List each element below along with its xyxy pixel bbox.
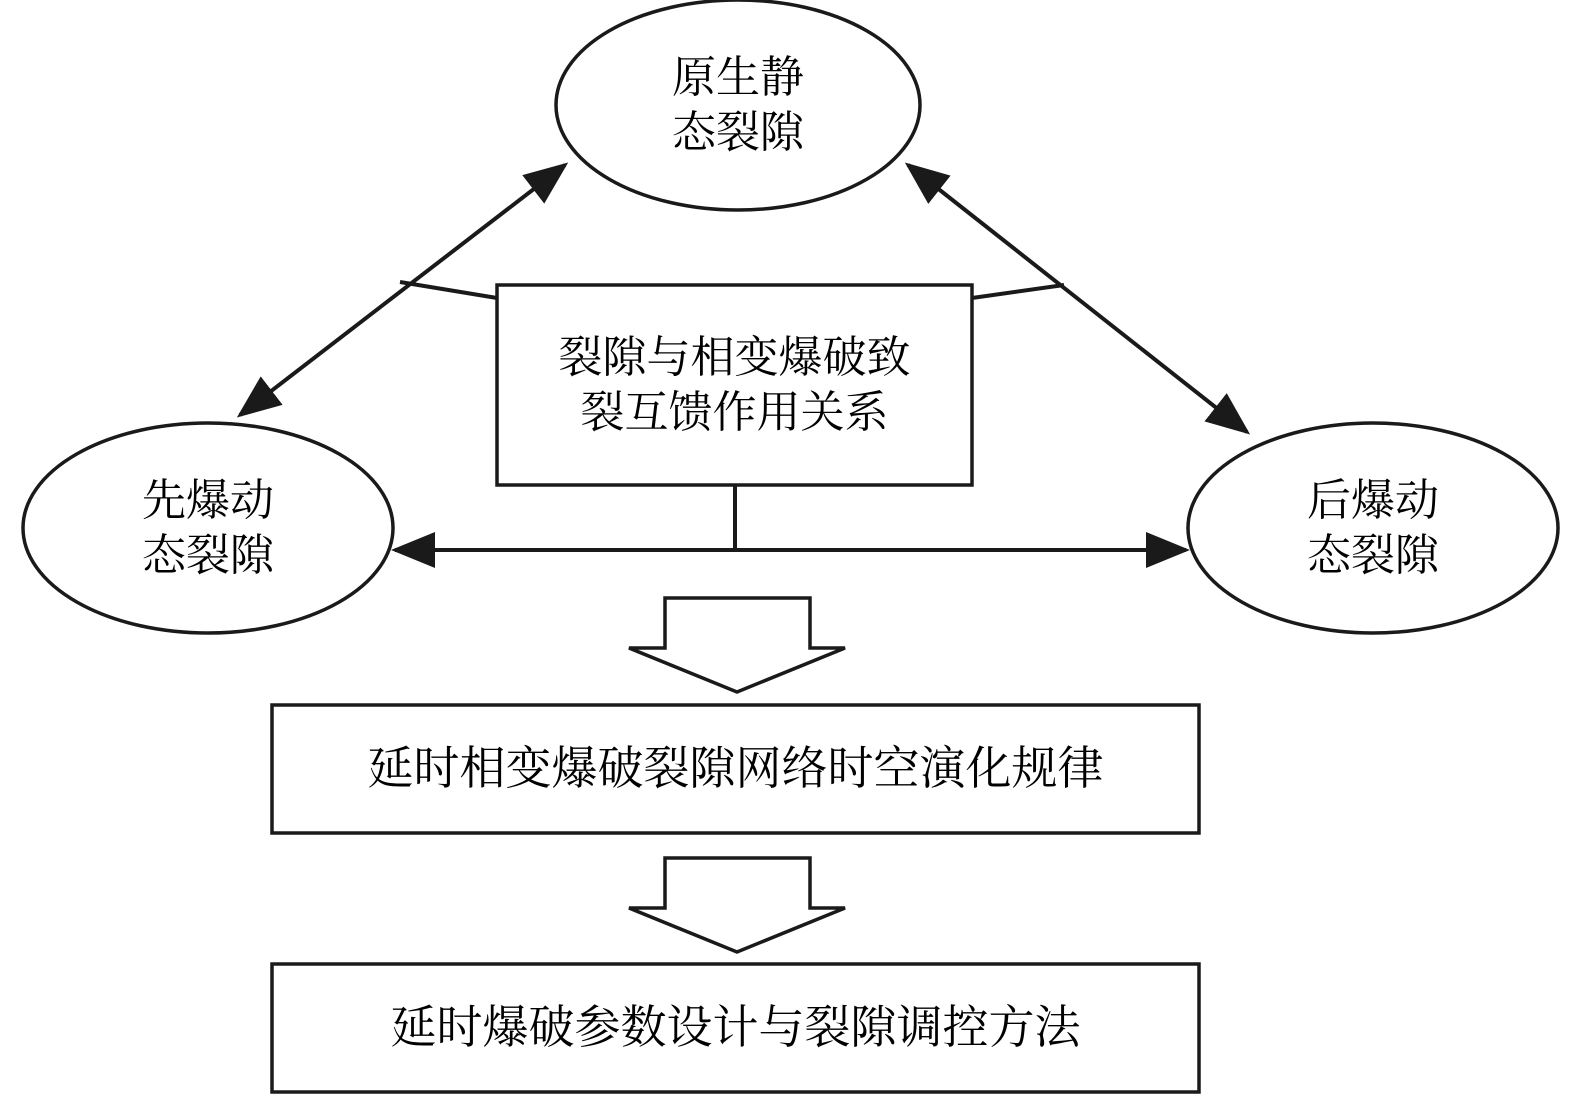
node-later-blast-dynamic-fracture [1188, 423, 1558, 633]
connector-center-leg-left [400, 282, 497, 298]
connector-center-leg-right [972, 285, 1064, 298]
node-network-evolution [272, 705, 1199, 833]
block-arrow-to-network [629, 598, 845, 692]
node-label-first-blast-dynamic-fracture: 先爆动 态裂隙 [142, 475, 274, 581]
node-first-blast-dynamic-fracture [23, 423, 393, 633]
node-feedback-relation [497, 285, 972, 485]
node-primary-static-fracture [556, 0, 920, 210]
block-arrow-to-parameters [629, 858, 845, 952]
node-label-parameter-design: 延时爆破参数设计与裂隙调控方法 [390, 1000, 1081, 1055]
node-parameter-design [272, 964, 1199, 1092]
node-label-later-blast-dynamic-fracture: 后爆动 态裂隙 [1307, 475, 1439, 581]
node-label-network-evolution: 延时相变爆破裂隙网络时空演化规律 [367, 741, 1104, 796]
node-label-feedback-relation: 裂隙与相变爆破致 裂互馈作用关系 [558, 332, 911, 438]
node-label-primary-static-fracture: 原生静 态裂隙 [672, 52, 804, 158]
